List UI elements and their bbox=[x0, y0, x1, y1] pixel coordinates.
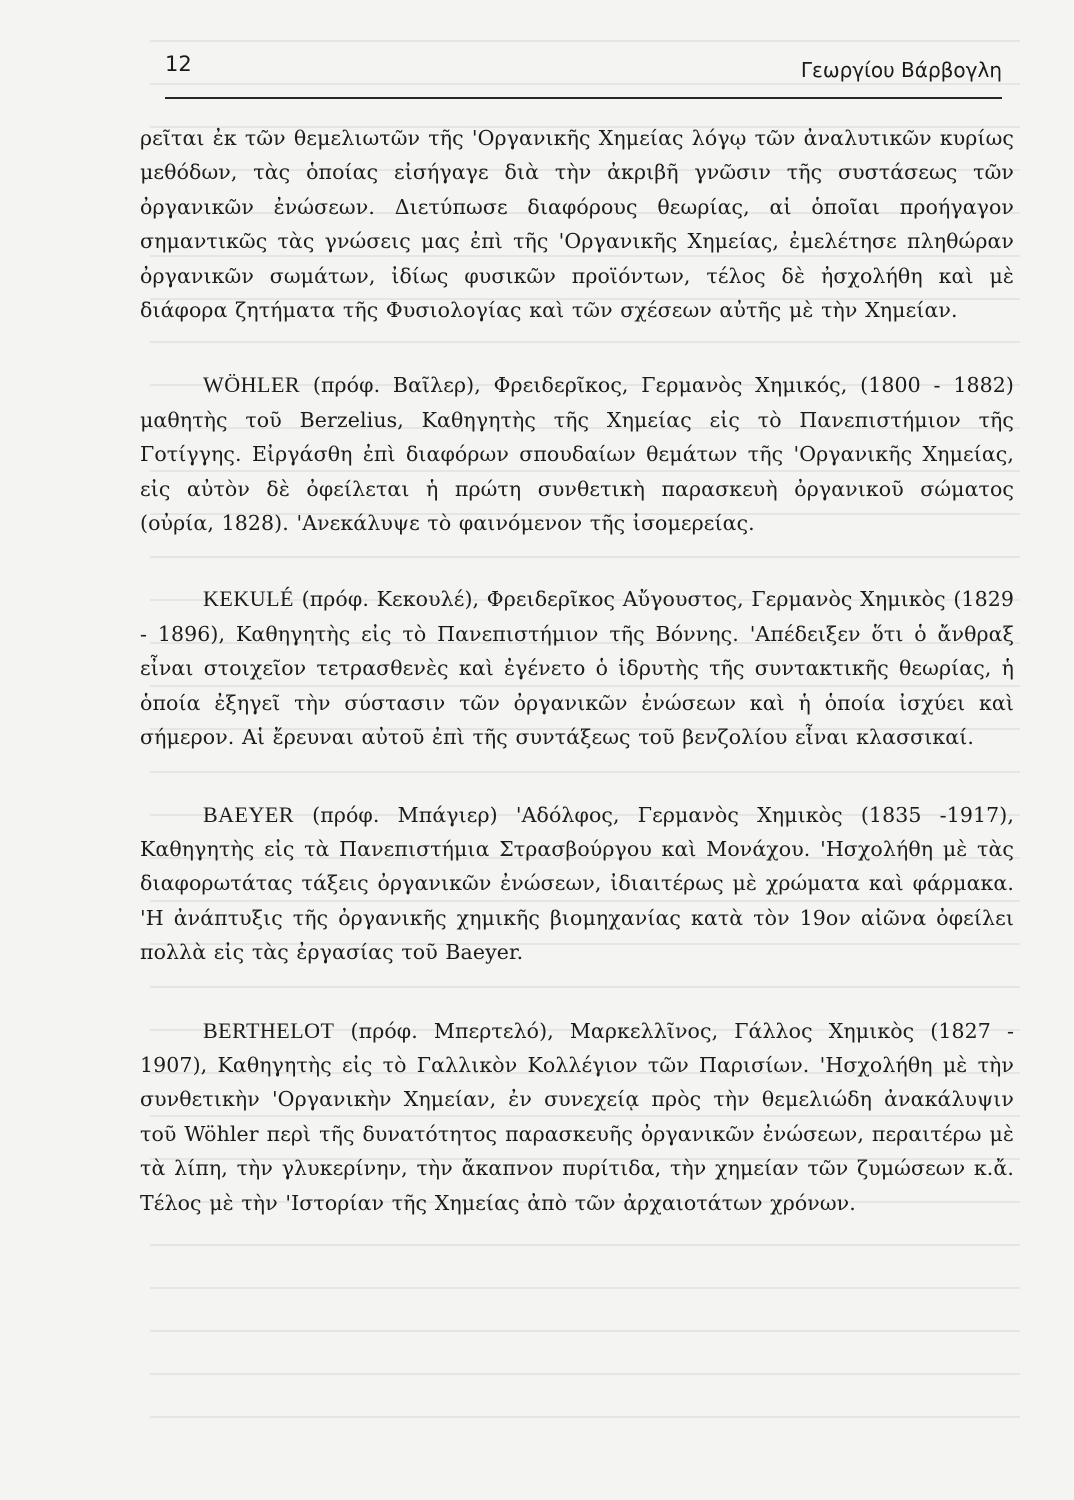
entry-name: WÖHLER bbox=[203, 372, 301, 398]
entry-kekule bbox=[140, 582, 1014, 754]
page-number: 12 bbox=[165, 52, 192, 76]
page-header bbox=[165, 52, 1002, 92]
running-title: Γεωργίου Βάρβογλη bbox=[800, 58, 1002, 82]
entry-name: KEKULÉ bbox=[203, 586, 294, 612]
entry-text: (πρόφ. Βαῖλερ), Φρειδερῖκος, Γερμανὸς Χημικός, (1800 - 1882) μαθητὴς τοῦ Berzelius, Καθηγητὴς τῆς Χημείας εἰς τὸ Πανεπιστήμιον τῆς Γοτίγγης. Εἰργάσθη ἐπὶ διαφόρων σπουδαίων θεμάτων τῆς 'Οργανικῆς Χημείας, εἰς αὐτὸν δὲ ὀφείλεται ἡ πρώτη συνθετικὴ παρασκευὴ ὀργανικοῦ σώματος (οὐρία, 1828). 'Ανεκάλυψε τὸ φαινόμενον τῆς ἰσομερείας. bbox=[140, 373, 1014, 536]
entry-text: (πρόφ. Κεκουλέ), Φρειδερῖκος Αὔγουστος, Γερμανὸς Χημικὸς (1829 - 1896), Καθηγητὴς εἰς τὸ Πανεπιστήμιον τῆς Βόννης. 'Απέδειξεν ὅτι ὁ ἄνθραξ εἶναι στοιχεῖον τετρασθενὲς καὶ ἐγένετο ὁ ἱδρυτὴς τῆς συντακτικῆς θεωρίας, ἡ ὁποία ἐξηγεῖ τὴν σύστασιν τῶν ὀργανικῶν ἐνώσεων καὶ ἡ ὁποία ἰσχύει καὶ σήμερον. Αἱ ἔρευναι αὐτοῦ ἐπὶ τῆς συντάξεως τοῦ βενζολίου εἶναι κλασσικαί. bbox=[140, 587, 1014, 750]
entry-berthelot bbox=[140, 1014, 1014, 1220]
header-rule bbox=[165, 97, 1002, 99]
entry-name: BAEYER bbox=[203, 801, 294, 827]
entry-wohler bbox=[140, 368, 1014, 540]
intro-paragraph: ρεῖται ἐκ τῶν θεμελιωτῶν τῆς 'Οργανικῆς Χημείας λόγῳ τῶν ἀναλυτικῶν κυρίως μεθόδων, τὰς ὁποίας εἰσήγαγε διὰ τὴν ἀκριβῆ γνῶσιν τῆς συστάσεως τῶν ὀργανικῶν ἐνώσεων. Διετύπωσε διαφόρους θεωρίας, αἱ ὁποῖαι προήγαγον σημαντικῶς τὰς γνώσεις μας ἐπὶ τῆς 'Οργανικῆς Χημείας, ἐμελέτησε πληθώραν ὀργανικῶν σωμάτων, ἰδίως φυσικῶν προϊόντων, τέλος δὲ ἠσχολήθη καὶ μὲ διάφορα ζητήματα τῆς Φυσιολογίας καὶ τῶν σχέσεων αὐτῆς μὲ τὴν Χημείαν. bbox=[140, 126, 1014, 323]
entry-baeyer bbox=[140, 798, 1014, 970]
entry-text: (πρόφ. Μπάγιερ) 'Αδόλφος, Γερμανὸς Χημικὸς (1835 -1917), Καθηγητὴς εἰς τὰ Πανεπιστήμια Στρασβούργου καὶ Μονάχου. 'Ησχολήθη μὲ τὰς διαφορωτάτας τάξεις ὀργανικῶν ἐνώσεων, ἰδιαιτέρως μὲ χρώματα καὶ φάρμακα. 'Η ἀνάπτυξις τῆς ὀργανικῆς χημικῆς βιομηχανίας κατὰ τὸν 19ον αἰῶνα ὀφείλει πολλὰ εἰς τὰς ἐργασίας τοῦ Baeyer. bbox=[140, 802, 1014, 965]
body-text bbox=[140, 121, 1014, 1220]
entry-text: (πρόφ. Μπερτελό), Μαρκελλῖνος, Γάλλος Χημικὸς (1827 - 1907), Καθηγητὴς εἰς τὸ Γαλλικὸν Κολλέγιον τῶν Παρισίων. 'Ησχολήθη μὲ τὴν συνθετικὴν 'Οργανικὴν Χημείαν, ἐν συνεχείᾳ πρὸς τὴν θεμελιώδη ἀνακάλυψιν τοῦ Wöhler περὶ τῆς δυνατότητος παρασκευῆς ὀργανικῶν ἐνώσεων, περαιτέρω μὲ τὰ λίπη, τὴν γλυκερίνην, τὴν ἄκαπνον πυρίτιδα, τὴν χημείαν τῶν ζυμώσεων κ.ἄ. Τέλος μὲ τὴν 'Ιστορίαν τῆς Χημείας ἀπὸ τῶν ἀρχαιοτάτων χρόνων. bbox=[140, 1018, 1014, 1215]
entry-name: BERTHELOT bbox=[203, 1017, 335, 1043]
